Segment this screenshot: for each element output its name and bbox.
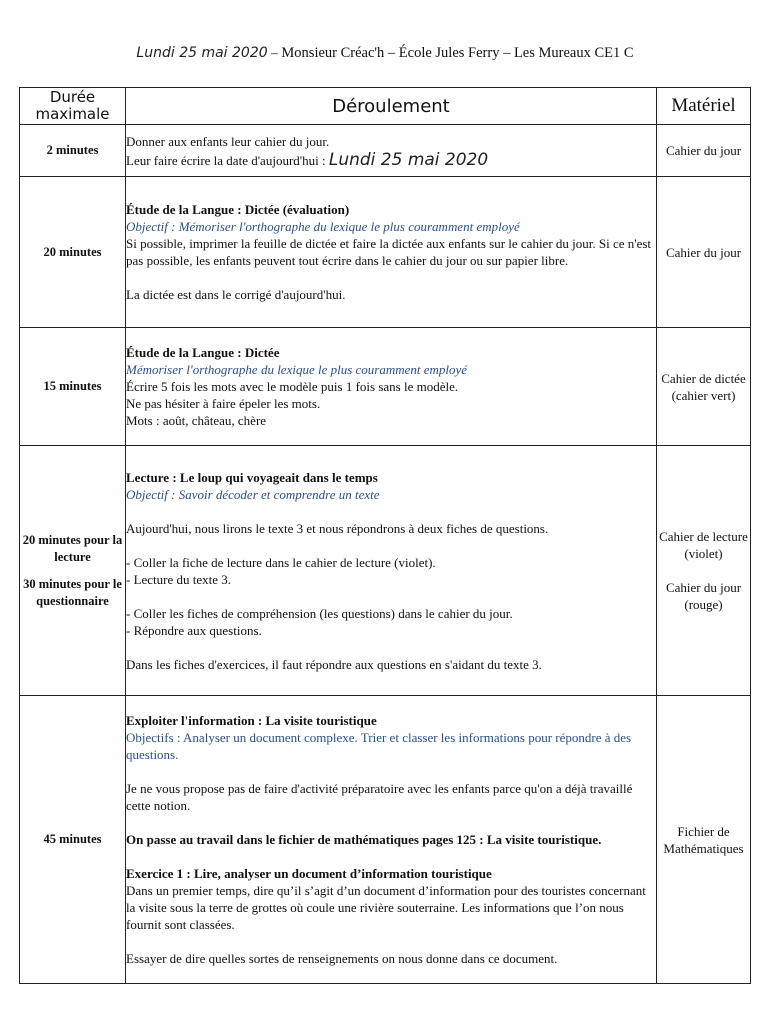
- row-content: [126, 125, 657, 177]
- section-title: Lecture : Le loup qui voyageait dans le temps: [126, 469, 378, 485]
- table-row: [20, 328, 751, 446]
- table-row: [20, 446, 751, 696]
- header-separator: –: [271, 45, 278, 60]
- header-date: Lundi 25 mai 2020: [136, 45, 268, 61]
- content-paragraph: Dans un premier temps, dire qu’il s’agit d’un document d’information pour des touristes concernant la visite sous la terre de grottes où coule une rivière souterraine. Les informations que l’on nous fournit sont classées.: [126, 883, 646, 932]
- table-row: [20, 696, 751, 984]
- content-paragraph: - Répondre aux questions.: [126, 622, 262, 638]
- objective: Objectifs : Analyser un document complexe. Trier et classer les informations pour répondre à des questions.: [126, 730, 632, 762]
- row-material: Cahier de dictée (cahier vert): [657, 328, 751, 446]
- content-paragraph: - Coller la fiche de lecture dans le cahier de lecture (violet).: [126, 554, 436, 570]
- duration-questions: 30 minutes pour le questionnaire: [23, 576, 122, 608]
- section-title: Étude de la Langue : Dictée (évaluation): [126, 202, 350, 217]
- content-paragraph: Je ne vous propose pas de faire d'activité préparatoire avec les enfants parce qu'on a déjà travaillé cette notion.: [126, 781, 633, 813]
- row-material: Cahier du jour: [657, 125, 751, 177]
- column-header-progress: Déroulement: [126, 88, 657, 125]
- material-reading: Cahier de lecture (violet): [659, 529, 748, 561]
- content-paragraph: Essayer de dire quelles sortes de renseignements on nous donne dans ce document.: [126, 951, 558, 966]
- table-row: [20, 177, 751, 328]
- objective: Mémoriser l'orthographe du lexique le plus couramment employé: [126, 362, 468, 377]
- content-line: [126, 149, 656, 170]
- content-paragraph: Écrire 5 fois les mots avec le modèle puis 1 fois sans le modèle.: [126, 379, 459, 394]
- objective: Objectif : Mémoriser l'orthographe du lexique le plus couramment employé: [126, 219, 520, 234]
- row-content: [126, 446, 657, 696]
- lesson-plan-table: [19, 87, 751, 984]
- handwritten-date: Lundi 25 mai 2020: [328, 149, 489, 170]
- header-teacher-school: Monsieur Créac'h – École Jules Ferry – Les Mureaux CE1 C: [281, 45, 634, 61]
- row-material: Fichier de Mathématiques: [657, 696, 751, 984]
- row-material: Cahier du jour: [657, 177, 751, 328]
- row-duration: 20 minutes: [20, 177, 126, 328]
- page-header: [0, 45, 770, 62]
- table-row: [20, 125, 751, 177]
- section-title: Exploiter l'information : La visite touristique: [126, 713, 377, 728]
- section-title: Étude de la Langue : Dictée: [126, 345, 280, 360]
- content-paragraph: - Lecture du texte 3.: [126, 571, 232, 587]
- content-line: Donner aux enfants leur cahier du jour.: [126, 133, 330, 149]
- content-paragraph: Aujourd'hui, nous lirons le texte 3 et nous répondrons à deux fiches de questions.: [126, 520, 549, 536]
- row-material: [657, 446, 751, 696]
- duration-reading: 20 minutes pour la lecture: [22, 532, 123, 564]
- content-paragraph: - Coller les fiches de compréhension (les questions) dans le cahier du jour.: [126, 605, 513, 621]
- content-paragraph: La dictée est dans le corrigé d'aujourd'hui.: [126, 287, 346, 302]
- content-paragraph: Dans les fiches d'exercices, il faut répondre aux questions en s'aidant du texte 3.: [126, 656, 542, 672]
- content-paragraph: On passe au travail dans le fichier de mathématiques pages 125 : La visite touristique.: [126, 832, 602, 847]
- content-paragraph: Ne pas hésiter à faire épeler les mots.: [126, 396, 321, 411]
- material-questions: Cahier du jour (rouge): [665, 580, 742, 612]
- column-header-duration: Durée maximale: [20, 88, 126, 125]
- content-paragraph: Mots : août, château, chère: [126, 413, 267, 428]
- content-paragraph: Si possible, imprimer la feuille de dictée et faire la dictée aux enfants sur le cahier du jour. Si ce n'est pas possible, les enfants peuvent tout écrire dans le cahier du jour ou sur papier libre.: [126, 236, 652, 268]
- row-content: [126, 696, 657, 984]
- row-content: [126, 177, 657, 328]
- exercise-title: Exercice 1 : Lire, analyser un document d’information touristique: [126, 866, 492, 881]
- content-text: Leur faire écrire la date d'aujourd'hui :: [126, 152, 326, 168]
- column-header-material: Matériel: [657, 88, 751, 125]
- row-duration: 15 minutes: [20, 328, 126, 446]
- row-duration: [20, 446, 126, 696]
- table-header-row: [20, 88, 751, 125]
- objective: Objectif : Savoir décoder et comprendre un texte: [126, 486, 380, 502]
- row-content: [126, 328, 657, 446]
- row-duration: 45 minutes: [20, 696, 126, 984]
- row-duration: 2 minutes: [20, 125, 126, 177]
